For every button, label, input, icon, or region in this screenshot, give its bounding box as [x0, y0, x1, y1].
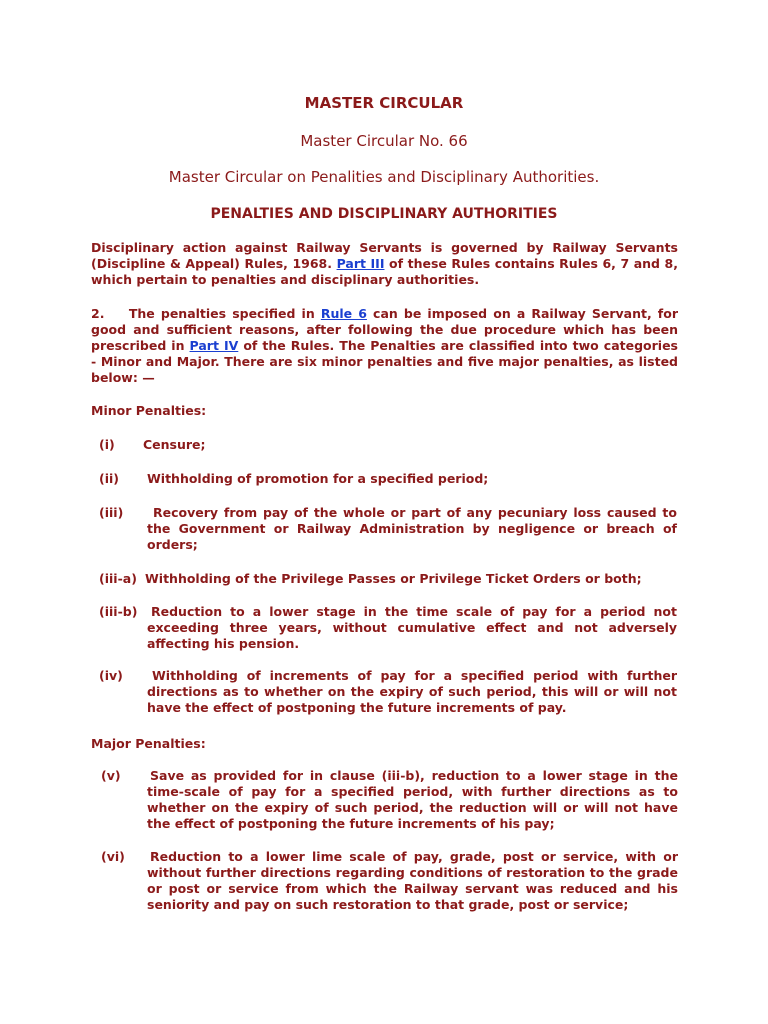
- circular-number: Master Circular No. 66: [300, 132, 468, 150]
- paragraph-1: [91, 240, 678, 288]
- para2-text-a: 2. The penalties specified in: [91, 306, 321, 321]
- item-text: Reduction to a lower lime scale of pay, grade, post or service, with or without further directions regarding conditions of restoration to the grade or post or service from which the Railway servant was reduced and his seniority and pay on such restoration to that grade, post or service;: [147, 849, 678, 912]
- item-number: (v): [101, 768, 121, 783]
- part-iii-link[interactable]: Part III: [336, 256, 385, 271]
- item-text: Recovery from pay of the whole or part of any pecuniary loss caused to the Government or Railway Administration by negligence or breach of orders;: [147, 505, 677, 552]
- minor-penalties-heading: Minor Penalties:: [91, 403, 207, 418]
- paragraph-2: [91, 306, 678, 386]
- item-text: Withholding of promotion for a specified period;: [147, 471, 489, 486]
- item-number: (iv): [99, 668, 123, 683]
- item-number: (iii): [99, 505, 124, 520]
- item-text: Reduction to a lower stage in the time scale of pay for a period not exceeding three years, without cumulative effect and not adversely affecting his pension.: [147, 604, 677, 651]
- item-number: (iii-a): [99, 571, 137, 586]
- item-text: Censure;: [143, 437, 206, 452]
- item-text: Save as provided for in clause (iii-b), reduction to a lower stage in the time-scale of pay for a specified period, with further directions as to whether on the expiry of such period, the reduction will or will not have the effect of postponing the future increments of his pay;: [147, 768, 678, 831]
- circular-subject: Master Circular on Penalities and Disciplinary Authorities.: [168, 168, 600, 186]
- part-iv-link[interactable]: Part IV: [189, 338, 239, 353]
- para1-text-a: Disciplinary action against Railway Servants is governed by Railway Servants (Discipline & Appeal) Rules, 1968.: [91, 240, 678, 271]
- item-number: (ii): [99, 471, 119, 486]
- item-number: (i): [99, 437, 115, 452]
- rule-6-link[interactable]: Rule 6: [320, 306, 367, 321]
- para2-text-c: of the Rules. The Penalties are classified into two categories - Minor and Major. There are six minor penalties and five major penalties, as listed below: —: [91, 338, 678, 385]
- item-number: (vi): [101, 849, 125, 864]
- section-heading: PENALTIES AND DISCIPLINARY AUTHORITIES: [210, 206, 558, 222]
- master-circular-title: MASTER CIRCULAR: [304, 94, 464, 112]
- major-penalties-heading: Major Penalties:: [91, 736, 206, 751]
- para1-text-b: of these Rules contains Rules 6, 7 and 8, which pertain to penalties and disciplinary authorities.: [91, 256, 678, 287]
- item-text: Withholding of the Privilege Passes or Privilege Ticket Orders or both;: [145, 571, 642, 586]
- para2-text-b: can be imposed on a Railway Servant, for good and sufficient reasons, after following the due procedure which has been prescribed in: [91, 306, 678, 353]
- item-number: (iii-b): [99, 604, 138, 619]
- item-text: Withholding of increments of pay for a specified period with further directions as to whether on the expiry of such period, this will or will not have the effect of postponing the future increments of pay.: [147, 668, 677, 715]
